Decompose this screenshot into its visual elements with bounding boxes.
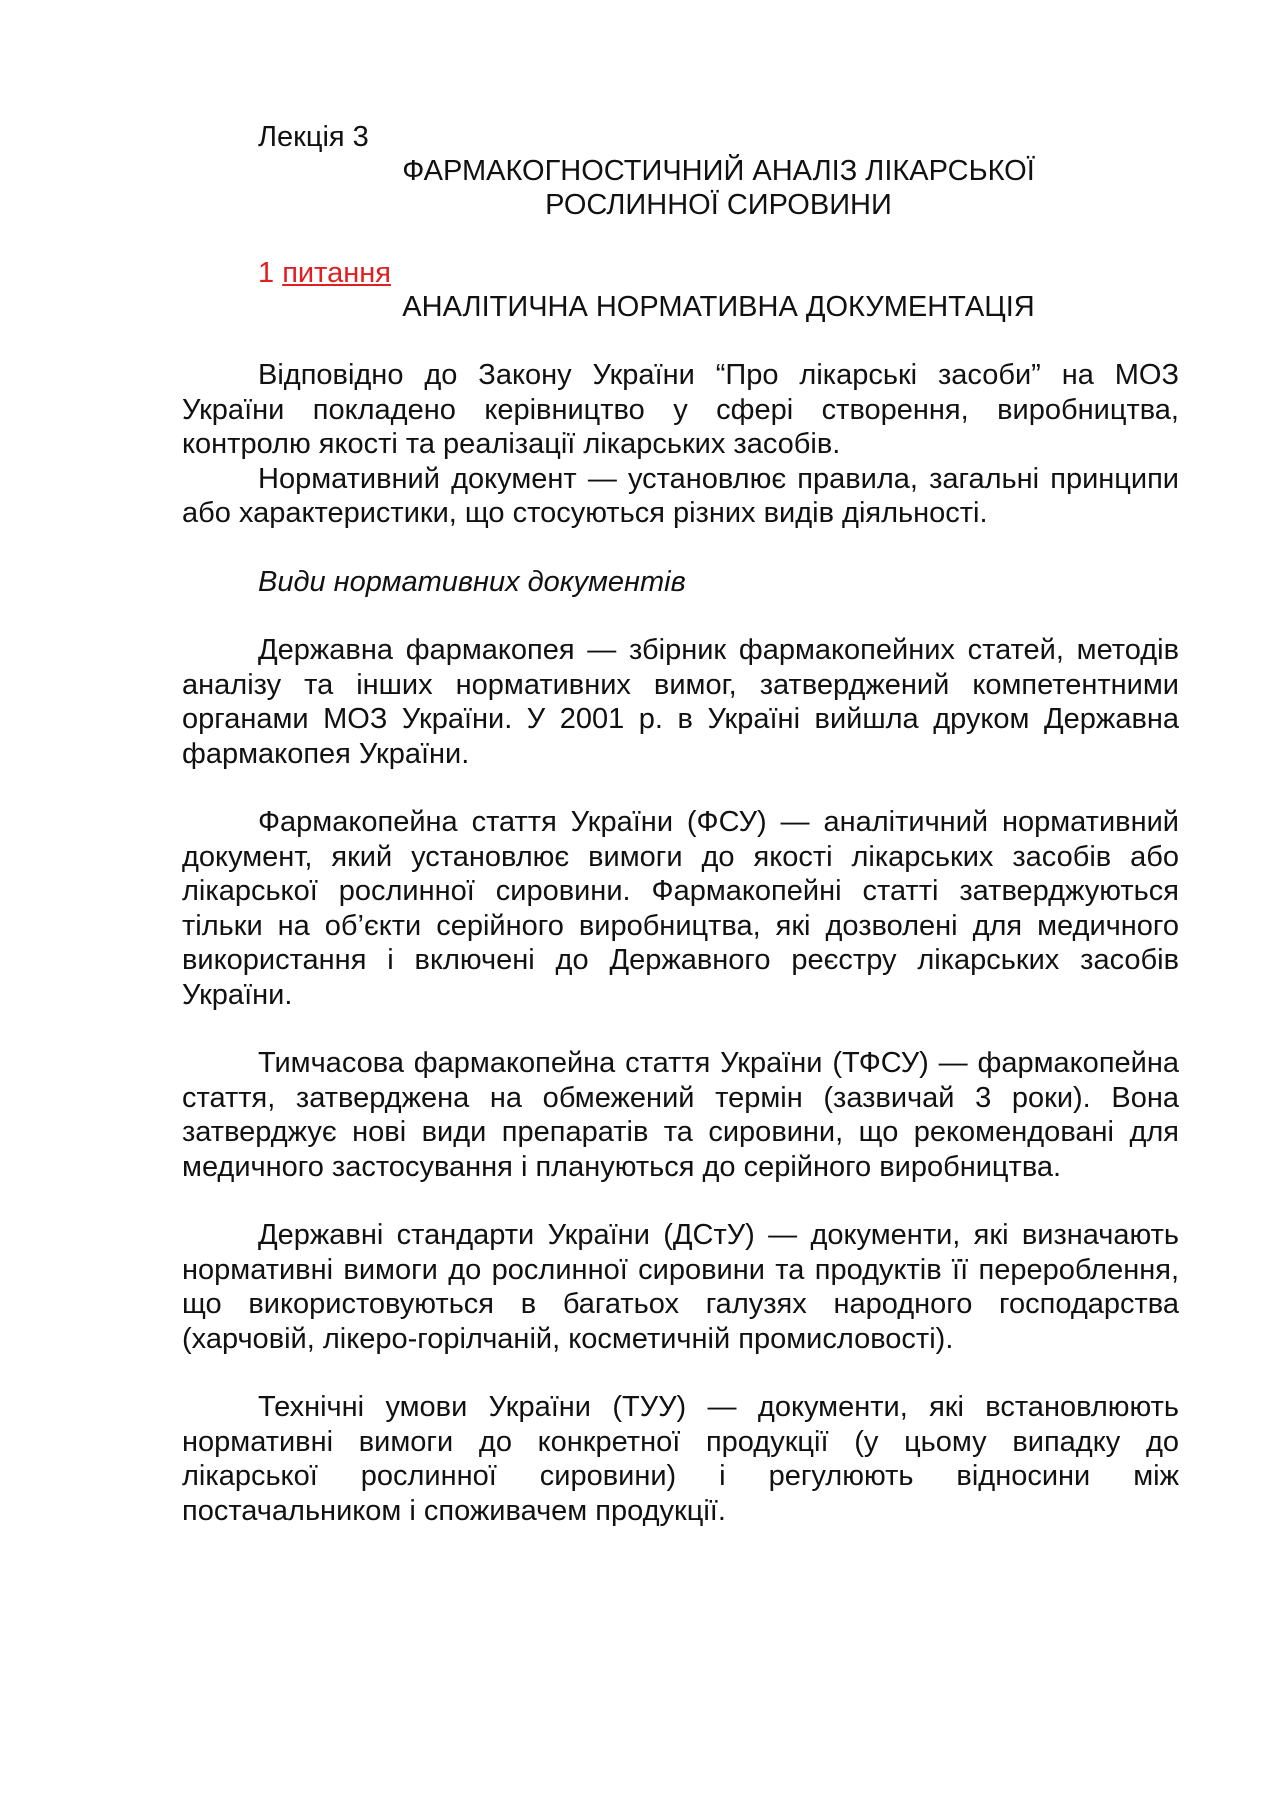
definition-paragraph bbox=[182, 805, 1179, 1012]
definition-text: — фармакопейна стаття, затверджена на обмежений термін (зазвичай 3 роки). Вона затверджує нові види препаратів та сировини, що рекомендовані для медичного застосування і плануються до серійного виробництва. bbox=[182, 1047, 1179, 1183]
definition-text: — установлює правила, загальні принципи або характеристики, що стосуються різних видів діяльності. bbox=[182, 462, 1179, 529]
definition-text: — документи, які встановлюють нормативні вимоги до конкретної продукції (у цьому випадку до лікарської рослинної сировини) і регулюють відносини між постачальником і споживачем продукції. bbox=[182, 1391, 1179, 1527]
lecture-title-line-2: РОСЛИННОЇ СИРОВИНИ bbox=[545, 189, 892, 221]
definition-term: Державні стандарти України (ДСтУ) bbox=[258, 1219, 755, 1251]
question-number: 1 bbox=[258, 257, 275, 289]
definition-term: Технічні умови України (ТУУ) bbox=[258, 1391, 687, 1423]
lecture-label: Лекція 3 bbox=[258, 121, 369, 153]
definition-term: Тимчасова фармакопейна стаття України (ТФСУ) bbox=[258, 1047, 929, 1079]
question-heading bbox=[258, 256, 1179, 290]
definition-text: — аналітичний нормативний документ, який установлює вимоги до якості лікарських засобів або лікарської рослинної сировини. Фармакопейні статті затверджуються тільки на об’єкти серійного виробництва, які дозволені для медичного використання і включені до Державного реєстру лікарських засобів України. bbox=[182, 806, 1179, 1011]
definition-paragraph bbox=[182, 1390, 1179, 1528]
definition-term: Нормативний документ bbox=[258, 462, 577, 495]
intro-paragraph: Відповідно до Закону України “Про лікарські засоби” на МОЗ України покладено керівництво у сфері створення, виробництва, контролю якості та реалізації лікарських засобів. bbox=[182, 359, 1179, 460]
question-link[interactable]: питання bbox=[282, 257, 391, 289]
section-title: АНАЛІТИЧНА НОРМАТИВНА ДОКУМЕНТАЦІЯ bbox=[402, 291, 1035, 323]
types-heading: Види нормативних документів bbox=[258, 565, 686, 598]
definition-paragraph bbox=[182, 1046, 1179, 1184]
definition-paragraph bbox=[182, 633, 1179, 771]
definition-text: — документи, які визначають нормативні вимоги до рослинної сировини та продуктів її перероблення, що використовуються в багатьох галузях народного господарства (харчовій, лікеро-горілчаній, косметичній промисловості). bbox=[182, 1219, 1179, 1355]
definition-text: — збірник фармакопейних статей, методів аналізу та інших нормативних вимог, затверджений компетентними органами МОЗ України. У 2001 р. в Україні вийшла друком Державна фармакопея України. bbox=[182, 634, 1179, 770]
definition-term: Державна фармакопея bbox=[258, 634, 575, 666]
document-page bbox=[182, 120, 1179, 1528]
normative-document-definition bbox=[182, 462, 1179, 531]
lecture-title-line-1: ФАРМАКОГНОСТИЧНИЙ АНАЛІЗ ЛІКАРСЬКОЇ bbox=[402, 155, 1035, 187]
definition-paragraph bbox=[182, 1218, 1179, 1356]
definition-term: Фармакопейна стаття України (ФСУ) bbox=[258, 806, 767, 838]
